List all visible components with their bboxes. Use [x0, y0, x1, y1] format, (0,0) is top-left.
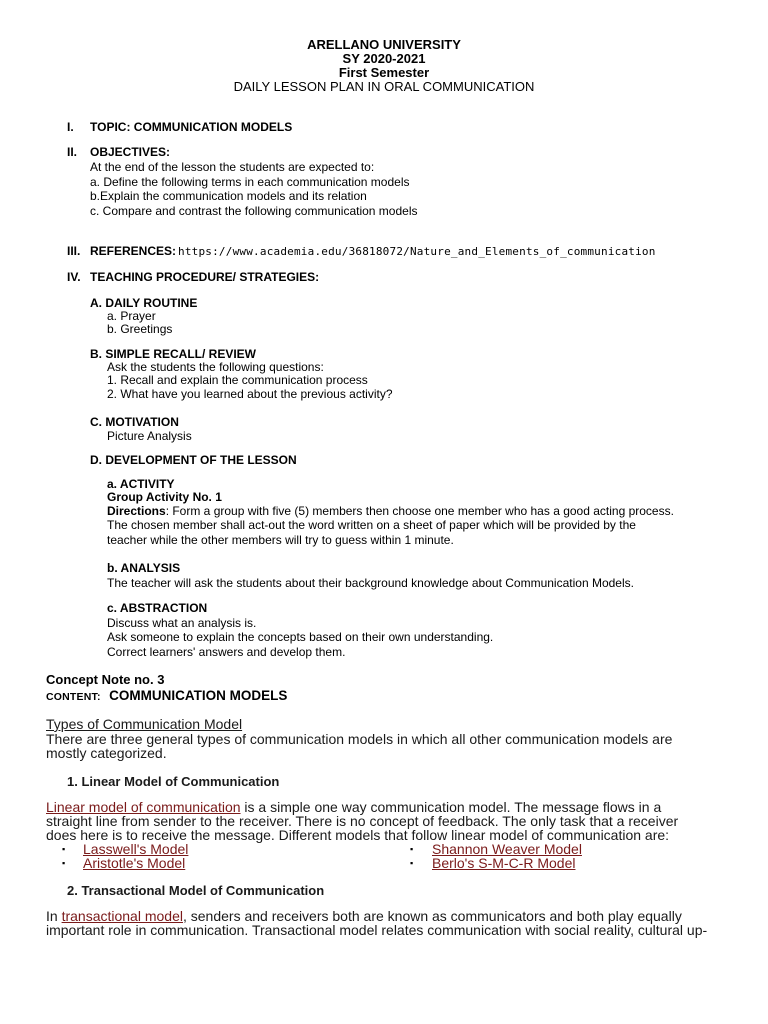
linear-text: straight line from sender to the receiver. There is no concept of feedback. The only task that a receiver: [46, 813, 679, 829]
shannon-weaver-model-link[interactable]: Shannon Weaver Model: [432, 841, 582, 857]
trans-text: important role in communication. Transactional model relates communication with social reality, cultural up-: [46, 922, 708, 938]
bullet-icon: ▪: [410, 858, 414, 868]
bullet-icon: ▪: [62, 844, 66, 854]
objectives-intro: At the end of the lesson the students are expected to:: [90, 160, 375, 174]
section-num-procedure: IV.: [67, 270, 81, 284]
motivation-heading: C. MOTIVATION: [90, 415, 179, 429]
directions-text: : Form a group with five (5) members then choose one member who has a good acting process.: [165, 504, 674, 518]
abstraction-text: Correct learners' answers and develop them.: [107, 645, 346, 659]
references-heading: REFERENCES:: [90, 244, 177, 258]
analysis-text: The teacher will ask the students about their background knowledge about Communication Models.: [107, 576, 634, 590]
linear-model-link[interactable]: Linear model of communication: [46, 799, 241, 815]
development-heading: D. DEVELOPMENT OF THE LESSON: [90, 453, 297, 467]
recall-item: 2. What have you learned about the previous activity?: [107, 387, 393, 401]
objectives-heading: OBJECTIVES:: [90, 145, 171, 159]
trans-text: , senders and receivers both are known as communicators and both play equally: [182, 908, 682, 924]
content-label: CONTENT:: [46, 691, 101, 703]
recall-intro: Ask the students the following questions:: [107, 360, 324, 374]
content-title: COMMUNICATION MODELS: [109, 688, 288, 703]
school-year: SY 2020-2021: [342, 51, 426, 66]
university-name: ARELLANO UNIVERSITY: [307, 37, 461, 52]
objective-item: b.Explain the communication models and its relation: [90, 189, 367, 203]
bullet-icon: ▪: [410, 844, 414, 854]
activity-heading: a. ACTIVITY: [107, 477, 175, 491]
linear-text: is a simple one way communication model. The message flows in a: [240, 799, 662, 815]
abstraction-heading: c. ABSTRACTION: [107, 601, 208, 615]
linear-text: does here is to receive the message. Different models that follow linear model of communication are:: [46, 827, 670, 843]
section-num-topic: I.: [67, 120, 74, 134]
routine-item: b. Greetings: [107, 322, 173, 336]
activity-subtitle: Group Activity No. 1: [107, 490, 222, 504]
recall-heading: B. SIMPLE RECALL/ REVIEW: [90, 347, 257, 361]
abstraction-text: Discuss what an analysis is.: [107, 616, 257, 630]
types-heading: Types of Communication Model: [46, 716, 243, 732]
transactional-heading: 2. Transactional Model of Communication: [67, 883, 325, 898]
berlo-smcr-model-link[interactable]: Berlo's S-M-C-R Model: [432, 855, 576, 871]
directions-line: [107, 504, 674, 518]
content-line: [46, 687, 287, 705]
recall-item: 1. Recall and explain the communication process: [107, 373, 368, 387]
objective-item: c. Compare and contrast the following communication models: [90, 204, 418, 218]
types-text: There are three general types of communication models in which all other communication models are: [46, 731, 673, 747]
lasswell-model-link[interactable]: Lasswell's Model: [83, 841, 189, 857]
bullet-icon: ▪: [62, 858, 66, 868]
trans-prefix: In: [46, 908, 62, 924]
references-link[interactable]: https://www.academia.edu/36818072/Nature_and_Elements_of_communication: [178, 245, 656, 258]
motivation-text: Picture Analysis: [107, 429, 192, 443]
semester: First Semester: [338, 65, 430, 80]
objective-item: a. Define the following terms in each communication models: [90, 175, 410, 189]
concept-note-title: Concept Note no. 3: [46, 672, 165, 687]
types-text: mostly categorized.: [46, 745, 167, 761]
directions-text: The chosen member shall act-out the word written on a sheet of paper which will be provided by the: [107, 518, 636, 532]
aristotle-model-link[interactable]: Aristotle's Model: [83, 855, 186, 871]
directions-text: teacher while the other members will try to guess within 1 minute.: [107, 533, 454, 547]
section-num-references: III.: [67, 244, 81, 258]
linear-heading: 1. Linear Model of Communication: [67, 774, 280, 789]
procedure-heading: TEACHING PROCEDURE/ STRATEGIES:: [90, 270, 320, 284]
topic-heading: TOPIC: COMMUNICATION MODELS: [90, 120, 293, 134]
transactional-model-link[interactable]: transactional model: [61, 908, 183, 924]
routine-item: a. Prayer: [107, 309, 156, 323]
section-num-objectives: II.: [67, 145, 78, 159]
daily-routine-heading: A. DAILY ROUTINE: [90, 296, 198, 310]
lesson-plan-title: DAILY LESSON PLAN IN ORAL COMMUNICATION: [233, 79, 535, 94]
directions-label: Directions: [107, 504, 166, 518]
abstraction-text: Ask someone to explain the concepts based on their own understanding.: [107, 630, 494, 644]
analysis-heading: b. ANALYSIS: [107, 561, 181, 575]
